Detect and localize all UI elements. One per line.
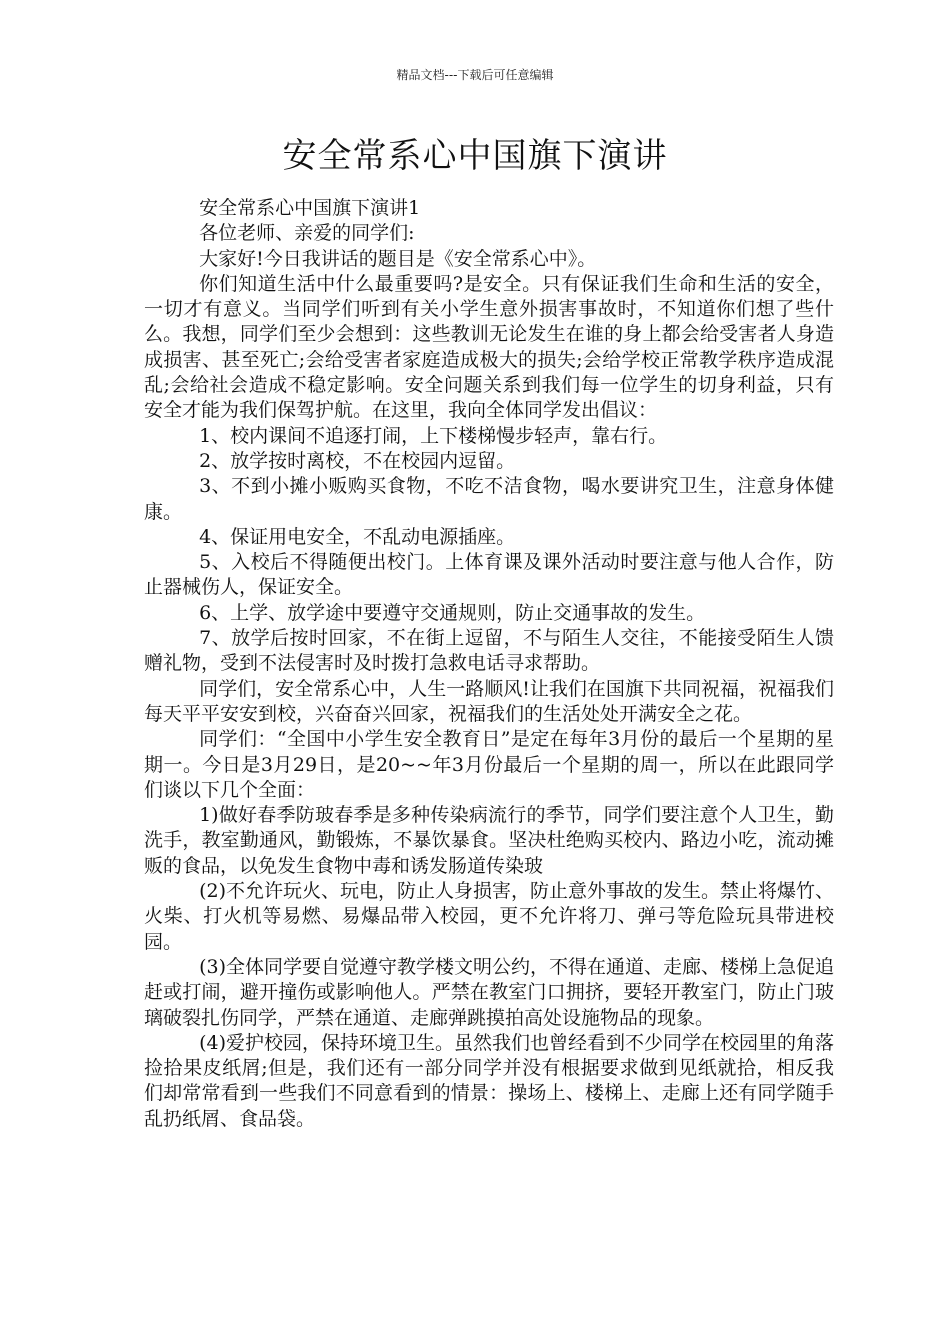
- paragraph: 7、放学后按时回家，不在街上逗留，不与陌生人交往，不能接受陌生人馈赠礼物，受到不法侵害时及时拨打急救电话寻求帮助。: [144, 627, 834, 675]
- paragraph: 5、入校后不得随便出校门。上体育课及课外活动时要注意与他人合作，防止器械伤人，保证安全。: [144, 551, 834, 599]
- page-header-note: 精品文档---下载后可任意编辑: [396, 68, 554, 82]
- paragraph: (3)全体同学要自觉遵守教学楼文明公约，不得在通道、走廊、楼梯上急促追赶或打闹，避开撞伤或影响他人。严禁在教室门口拥挤，要轻开教室门，防止门玻璃破裂扎伤同学，严禁在通道、走廊弹跳摸拍高处设施物品的现象。: [144, 955, 835, 1029]
- paragraph: 3、不到小摊小贩购买食物，不吃不洁食物，喝水要讲究卫生，注意身体健康。: [144, 475, 834, 523]
- paragraph: 同学们，安全常系心中，人生一路顺风!让我们在国旗下共同祝福，祝福我们每天平平安安到校，兴奋奋兴回家，祝福我们的生活处处开满安全之花。: [144, 677, 834, 725]
- paragraph: 1)做好春季防玻春季是多种传染病流行的季节，同学们要注意个人卫生，勤洗手，教室勤通风，勤锻炼，不暴饮暴食。坚决杜绝购买校内、路边小吃，流动摊贩的食品，以免发生食物中毒和诱发肠道传染玻: [144, 804, 834, 877]
- paragraph: 4、保证用电安全，不乱动电源插座。: [199, 525, 516, 548]
- document-body: [144, 196, 834, 1132]
- paragraph: 各位老师、亲爱的同学们:: [199, 222, 415, 245]
- paragraph: 1、校内课间不追逐打闹，上下楼梯慢步轻声，靠右行。: [199, 424, 668, 447]
- paragraph: 同学们：“全国中小学生安全教育日”是定在每年3月份的最后一个星期的星期一。今日是3月29日，是20~~年3月份最后一个星期的周一，所以在此跟同学们谈以下几个全面：: [144, 728, 834, 801]
- paragraph: (2)不允许玩火、玩电，防止人身损害，防止意外事故的发生。禁止将爆竹、火柴、打火机等易燃、易爆品带入校园，更不允许将刀、弹弓等危险玩具带进校园。: [144, 880, 835, 953]
- paragraph: 安全常系心中国旗下演讲1: [199, 197, 421, 219]
- paragraph: 6、上学、放学途中要遵守交通规则，防止交通事故的发生。: [199, 601, 706, 624]
- paragraph: 你们知道生活中什么最重要吗?是安全。只有保证我们生命和生活的安全，一切才有意义。当同学们听到有关小学生意外损害事故时，不知道你们想了些什么。我想，同学们至少会想到：这些教训无论发生在谁的身上都会给受害者人身造成损害、甚至死亡;会给受害者家庭造成极大的损失;会给学校正常教学秩序造成混乱;会给社会造成不稳定影响。安全问题关系到我们每一位学生的切身利益，只有安全才能为我们保驾护航。在这里，我向全体同学发出倡议：: [144, 272, 834, 422]
- paragraph: (4)爱护校园，保持环境卫生。虽然我们也曾经看到不少同学在校园里的角落捡拾果皮纸屑;但是，我们还有一部分同学并没有根据要求做到见纸就拾，相反我们却常常看到一些我们不同意看到的情景：操场上、楼梯上、走廊上还有同学随手乱扔纸屑、食品袋。: [144, 1031, 835, 1130]
- document-title: 安全常系心中国旗下演讲: [282, 136, 668, 176]
- paragraph: 大家好!今日我讲话的题目是《安全常系心中》。: [199, 247, 597, 270]
- paragraph: 2、放学按时离校，不在校园内逗留。: [199, 449, 516, 472]
